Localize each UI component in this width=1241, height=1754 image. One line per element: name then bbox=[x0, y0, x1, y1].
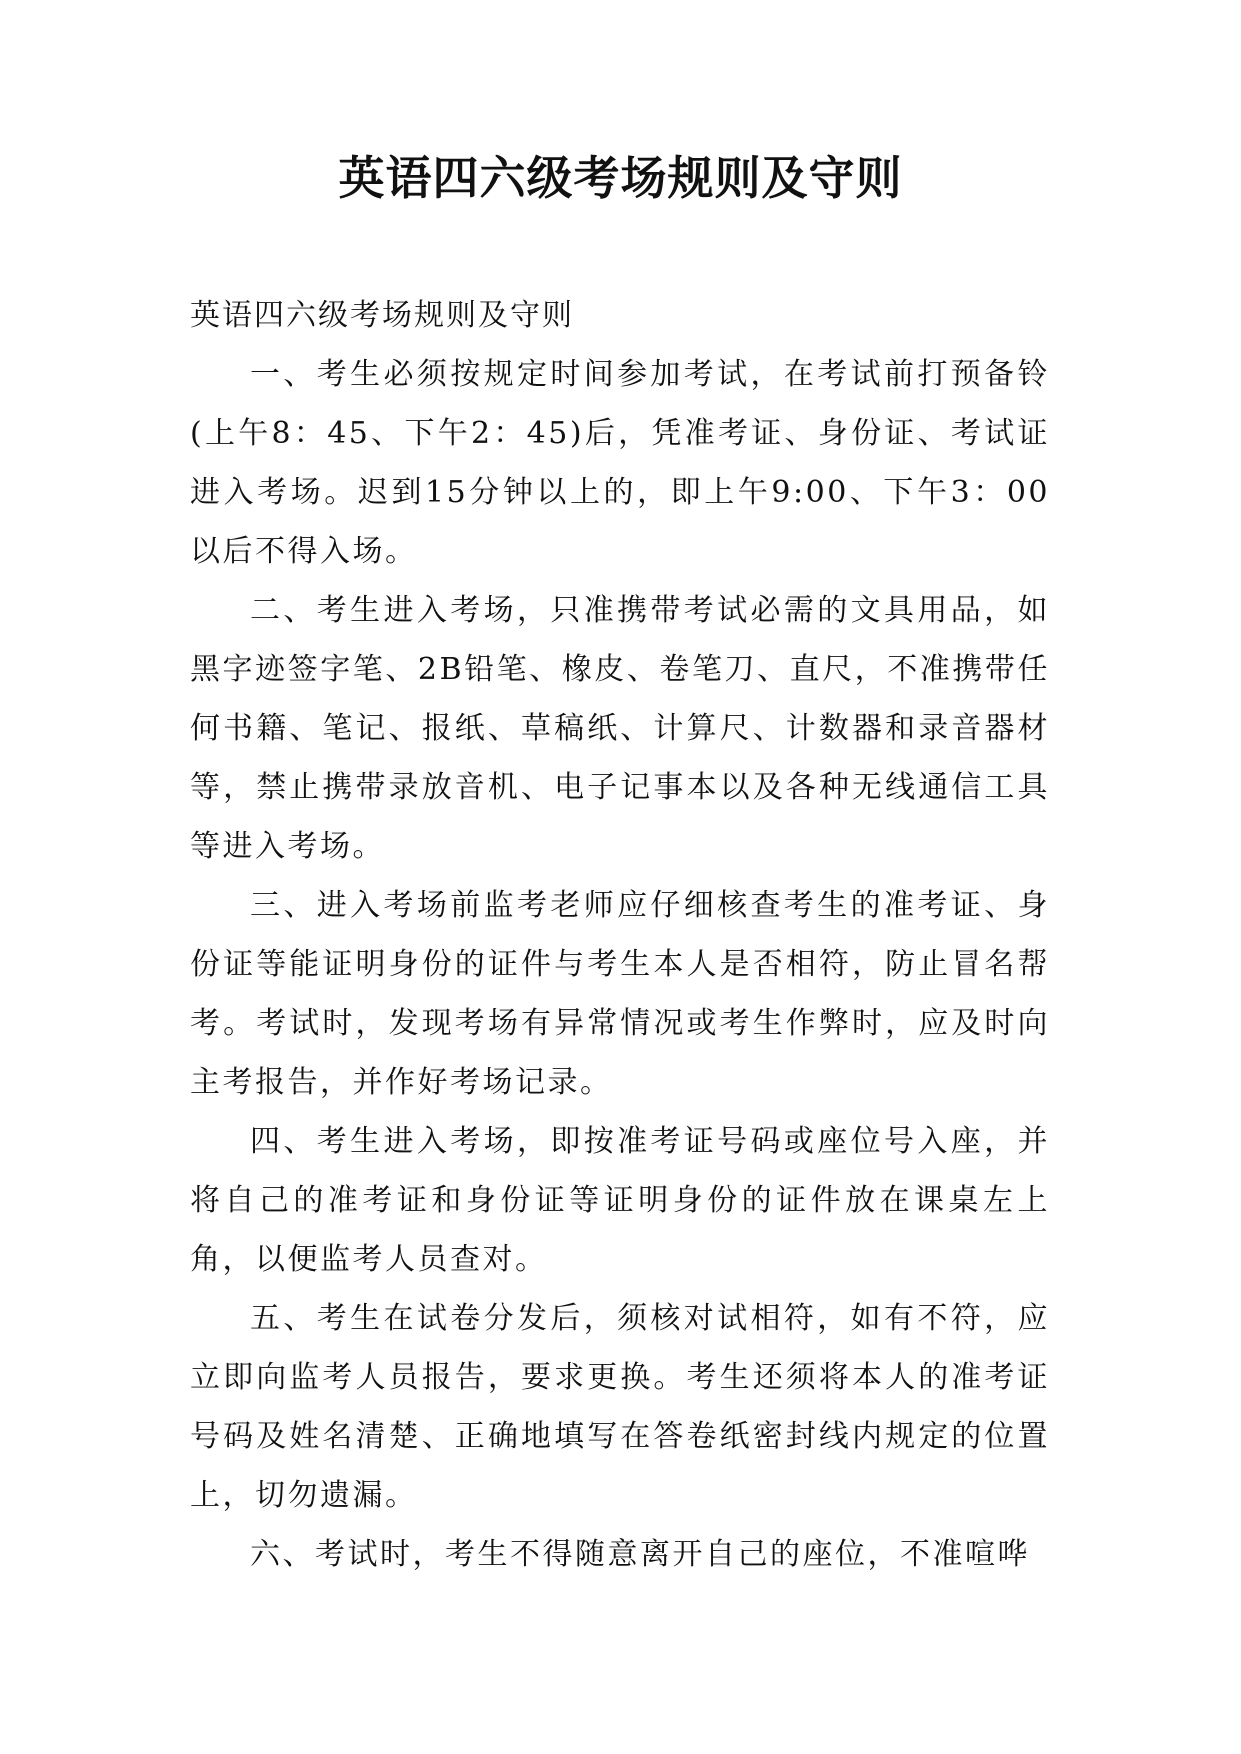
document-subtitle: 英语四六级考场规则及守则 bbox=[190, 298, 574, 333]
paragraph-5: 五、考生在试卷分发后，须核对试相符，如有不符，应立即向监考人员报告，要求更换。考生还须将本人的准考证号码及姓名清楚、正确地填写在答卷纸密封线内规定的位置上，切勿遗漏。 bbox=[190, 1301, 1050, 1513]
paragraph-3: 三、进入考场前监考老师应仔细核查考生的准考证、身份证等能证明身份的证件与考生本人是否相符，防止冒名帮考。考试时，发现考场有异常情况或考生作弊时，应及时向主考报告，并作好考场记录。 bbox=[190, 888, 1050, 1100]
paragraph-4: 四、考生进入考场，即按准考证号码或座位号入座，并将自己的准考证和身份证等证明身份的证件放在课桌左上角，以便监考人员查对。 bbox=[190, 1124, 1050, 1277]
paragraph-6: 六、考试时，考生不得随意离开自己的座位，不准喧哗 bbox=[250, 1537, 1030, 1572]
document-title: 英语四六级考场规则及守则 bbox=[338, 151, 903, 205]
document-body bbox=[190, 286, 1050, 1584]
paragraph-1: 一、考生必须按规定时间参加考试，在考试前打预备铃(上午8：45、下午2：45)后，凭准考证、身份证、考试证进入考场。迟到15分钟以上的，即上午9:00、下午3：00以后不得入场。 bbox=[190, 357, 1050, 569]
paragraph-2: 二、考生进入考场，只准携带考试必需的文具用品，如黑字迹签字笔、2B铅笔、橡皮、卷笔刀、直尺，不准携带任何书籍、笔记、报纸、草稿纸、计算尺、计数器和录音器材等，禁止携带录放音机、电子记事本以及各种无线通信工具等进入考场。 bbox=[190, 593, 1050, 864]
